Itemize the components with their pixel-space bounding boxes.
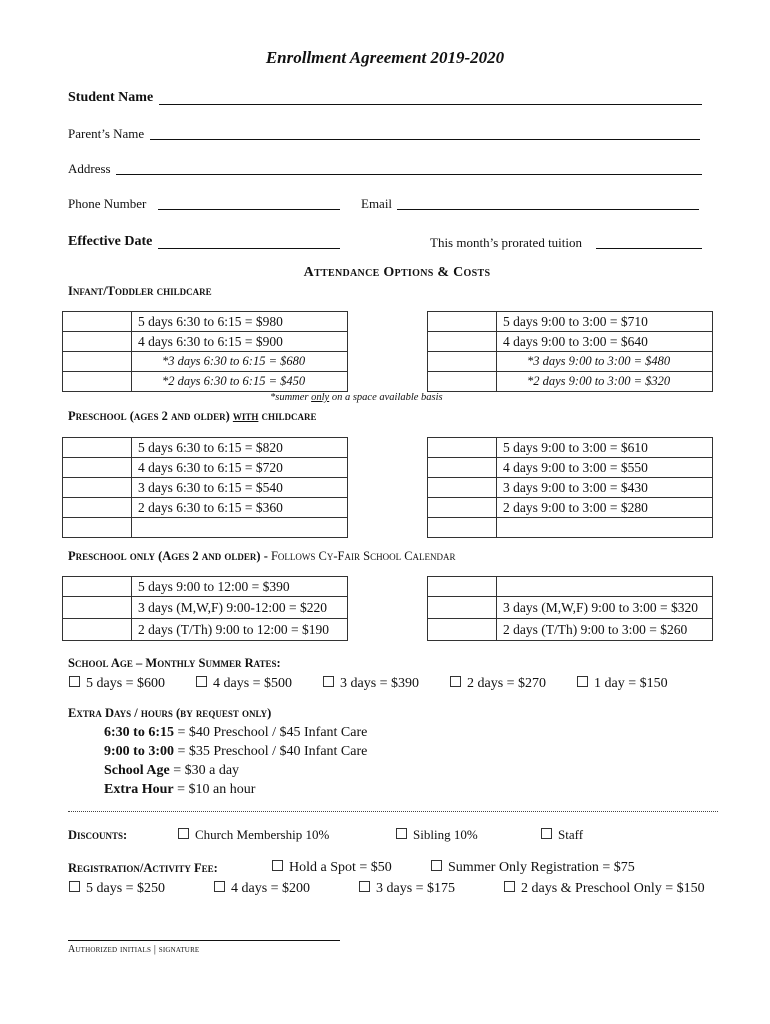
select-cell[interactable] — [63, 352, 132, 372]
registration-5-days[interactable]: 5 days = $250 — [69, 881, 165, 897]
select-cell[interactable] — [63, 372, 132, 392]
registration-4-days[interactable]: 4 days = $200 — [214, 881, 310, 897]
parents-name-label: Parent’s Name — [68, 126, 145, 141]
discounts-label: Discounts: — [68, 828, 128, 842]
infant-toddler-heading: Infant/Toddler childcare — [68, 284, 212, 298]
rate-cell: 4 days 9:00 to 3:00 = $550 — [497, 458, 713, 478]
preschool-school-day-table — [427, 437, 713, 538]
select-cell[interactable] — [63, 478, 132, 498]
email-label: Email — [361, 196, 393, 211]
attendance-heading: Attendance Options & Costs — [303, 265, 491, 280]
dotted-divider — [68, 811, 718, 812]
rate-cell: 4 days 6:30 to 6:15 = $720 — [132, 458, 348, 478]
extra-days-line: 9:00 to 3:00 = $35 Preschool / $40 Infant Care — [104, 744, 368, 759]
rate-cell: *3 days 9:00 to 3:00 = $480 — [497, 352, 713, 372]
checkbox[interactable] — [541, 828, 552, 839]
rate-cell: 3 days 9:00 to 3:00 = $430 — [497, 478, 713, 498]
effective-date-label: Effective Date — [68, 234, 153, 249]
prorated-tuition-field[interactable] — [596, 248, 702, 249]
rate-cell: 3 days (M,W,F) 9:00-12:00 = $220 — [132, 597, 348, 619]
preschool-only-half-day-table — [62, 576, 348, 641]
phone-number-label: Phone Number — [68, 196, 147, 211]
select-cell[interactable] — [428, 352, 497, 372]
checkbox[interactable] — [178, 828, 189, 839]
rate-cell: 5 days 9:00 to 12:00 = $390 — [132, 577, 348, 597]
discount-sibling[interactable]: Sibling 10% — [396, 827, 478, 843]
checkbox[interactable] — [359, 881, 370, 892]
infant-toddler-school-day-table — [427, 311, 713, 392]
select-cell[interactable] — [63, 597, 132, 619]
rate-cell — [132, 518, 348, 538]
rate-cell — [497, 577, 713, 597]
select-cell[interactable] — [63, 312, 132, 332]
rate-cell: 2 days 9:00 to 3:00 = $280 — [497, 498, 713, 518]
rate-cell: 2 days (T/Th) 9:00 to 12:00 = $190 — [132, 619, 348, 641]
prorated-tuition-label: This month’s prorated tuition — [430, 235, 583, 250]
extra-days-line: 6:30 to 6:15 = $40 Preschool / $45 Infant Care — [104, 725, 368, 740]
rate-cell: *2 days 6:30 to 6:15 = $450 — [132, 372, 348, 392]
signature-field[interactable] — [68, 940, 340, 941]
address-field[interactable] — [116, 174, 702, 175]
checkbox[interactable] — [396, 828, 407, 839]
select-cell[interactable] — [428, 332, 497, 352]
checkbox[interactable] — [504, 881, 515, 892]
select-cell[interactable] — [428, 619, 497, 641]
select-cell[interactable] — [428, 372, 497, 392]
preschool-only-school-day-table — [427, 576, 713, 641]
school-age-option-5[interactable]: 5 days = $600 — [69, 676, 165, 692]
student-name-field[interactable] — [159, 104, 702, 105]
school-age-heading: School Age – Monthly Summer Rates: — [68, 656, 281, 670]
registration-2-days-preschool[interactable]: 2 days & Preschool Only = $150 — [504, 881, 705, 897]
registration-3-days[interactable]: 3 days = $175 — [359, 881, 455, 897]
registration-hold-spot[interactable]: Hold a Spot = $50 — [272, 860, 392, 876]
parents-name-field[interactable] — [150, 139, 700, 140]
school-age-option-2[interactable]: 2 days = $270 — [450, 676, 546, 692]
checkbox[interactable] — [323, 676, 334, 687]
rate-cell: 5 days 6:30 to 6:15 = $980 — [132, 312, 348, 332]
select-cell[interactable] — [63, 438, 132, 458]
infant-toddler-full-day-table — [62, 311, 348, 392]
checkbox[interactable] — [577, 676, 588, 687]
school-age-option-3[interactable]: 3 days = $390 — [323, 676, 419, 692]
registration-summer-only[interactable]: Summer Only Registration = $75 — [431, 860, 635, 876]
rate-cell: 4 days 6:30 to 6:15 = $900 — [132, 332, 348, 352]
checkbox[interactable] — [69, 881, 80, 892]
effective-date-field[interactable] — [158, 248, 340, 249]
select-cell[interactable] — [63, 619, 132, 641]
extra-days-heading: Extra Days / hours (by request only) — [68, 706, 272, 720]
rate-cell: 5 days 6:30 to 6:15 = $820 — [132, 438, 348, 458]
select-cell[interactable] — [63, 577, 132, 597]
checkbox[interactable] — [450, 676, 461, 687]
select-cell[interactable] — [428, 478, 497, 498]
school-age-option-1[interactable]: 1 day = $150 — [577, 676, 668, 692]
rate-cell — [497, 518, 713, 538]
discount-church-membership[interactable]: Church Membership 10% — [178, 827, 329, 843]
checkbox[interactable] — [69, 676, 80, 687]
preschool-childcare-heading: Preschool (ages 2 and older) with childcare — [68, 409, 317, 423]
select-cell[interactable] — [428, 518, 497, 538]
checkbox[interactable] — [272, 860, 283, 871]
select-cell[interactable] — [428, 577, 497, 597]
rate-cell: *2 days 9:00 to 3:00 = $320 — [497, 372, 713, 392]
rate-cell: 2 days 6:30 to 6:15 = $360 — [132, 498, 348, 518]
preschool-only-heading: Preschool only (Ages 2 and older) - Follows Cy-Fair School Calendar — [68, 549, 456, 563]
summer-note: *summer only on a space available basis — [270, 392, 443, 403]
rate-cell: *3 days 6:30 to 6:15 = $680 — [132, 352, 348, 372]
select-cell[interactable] — [63, 498, 132, 518]
rate-cell: 3 days 6:30 to 6:15 = $540 — [132, 478, 348, 498]
select-cell[interactable] — [63, 332, 132, 352]
extra-days-line: School Age = $30 a day — [104, 763, 240, 778]
rate-cell: 3 days (M,W,F) 9:00 to 3:00 = $320 — [497, 597, 713, 619]
rate-cell: 5 days 9:00 to 3:00 = $610 — [497, 438, 713, 458]
student-name-label: Student Name — [68, 90, 154, 105]
select-cell[interactable] — [428, 597, 497, 619]
email-field[interactable] — [397, 209, 699, 210]
select-cell[interactable] — [428, 312, 497, 332]
phone-number-field[interactable] — [158, 209, 340, 210]
address-label: Address — [68, 161, 111, 176]
rate-cell: 4 days 9:00 to 3:00 = $640 — [497, 332, 713, 352]
preschool-full-day-table — [62, 437, 348, 538]
discount-staff[interactable]: Staff — [541, 827, 583, 843]
select-cell[interactable] — [428, 498, 497, 518]
checkbox[interactable] — [196, 676, 207, 687]
page-title: Enrollment Agreement 2019-2020 — [265, 48, 505, 67]
select-cell[interactable] — [428, 458, 497, 478]
extra-days-line: Extra Hour = $10 an hour — [104, 782, 256, 797]
rate-cell: 2 days (T/Th) 9:00 to 3:00 = $260 — [497, 619, 713, 641]
select-cell[interactable] — [63, 458, 132, 478]
school-age-option-4[interactable]: 4 days = $500 — [196, 676, 292, 692]
signature-label: Authorized initials | signature — [68, 944, 200, 955]
select-cell[interactable] — [63, 518, 132, 538]
checkbox[interactable] — [431, 860, 442, 871]
rate-cell: 5 days 9:00 to 3:00 = $710 — [497, 312, 713, 332]
select-cell[interactable] — [428, 438, 497, 458]
checkbox[interactable] — [214, 881, 225, 892]
registration-label: Registration/Activity Fee: — [68, 861, 218, 875]
